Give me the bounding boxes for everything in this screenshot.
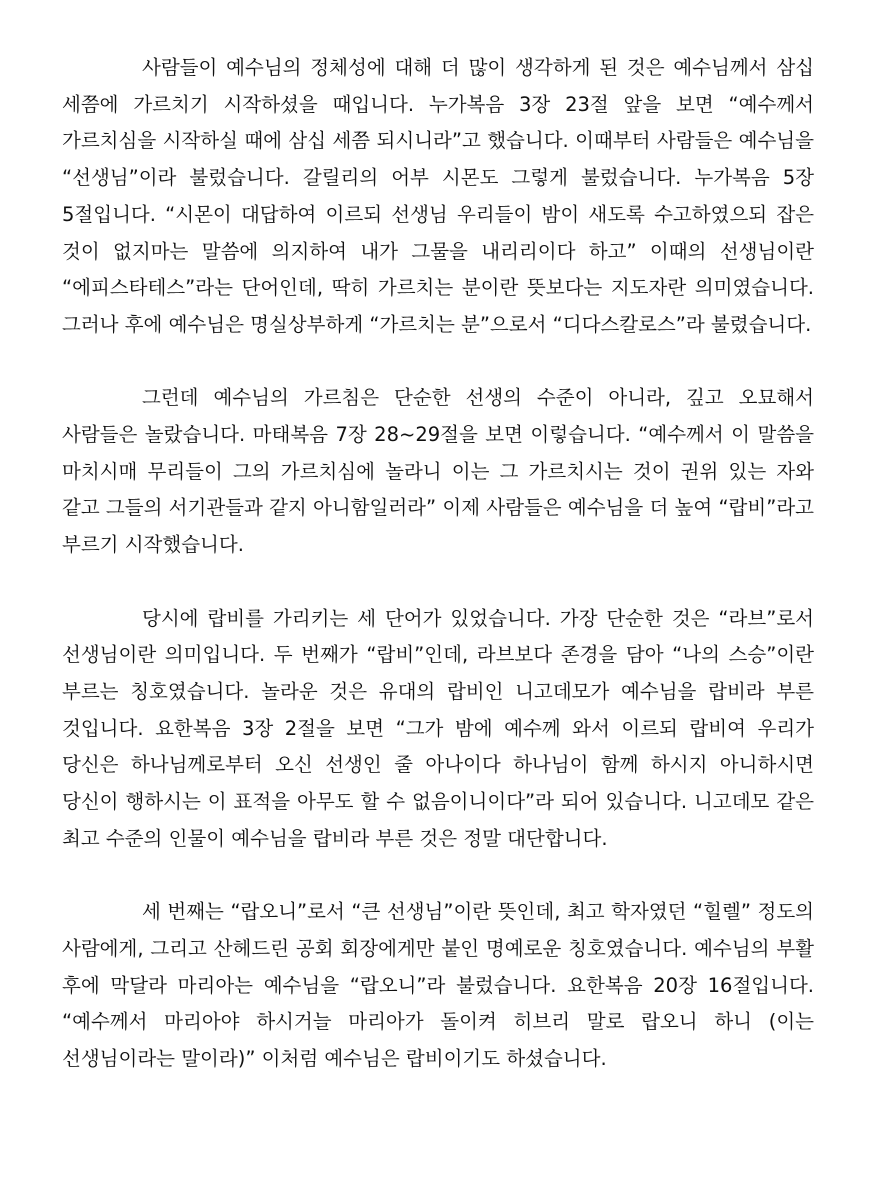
paragraph-3: 당시에 랍비를 가리키는 세 단어가 있었습니다. 가장 단순한 것은 “라브”로서 선생님이란 의미입니다. 두 번째가 “랍비”인데, 라브보다 존경을 담아 “나의 스승”이란 부르는 칭호였습니다. 놀라운 것은 유대의 랍비인 니고데모가 예수님을 랍비라 부른 것입니다. 요한복음 3장 2절을 보면 “그가 밤에 예수께 와서 이르되 랍비여 우리가 당신은 하나님께로부터 오신 선생인 줄 아나이다 하나님이 함께 하시지 아니하시면 당신이 행하시는 이 표적을 아무도 할 수 없음이니이다”라 되어 있습니다. 니고데모 같은 최고 수준의 인물이 예수님을 랍비라 부른 것은 정말 대단합니다.: [62, 606, 814, 850]
paragraph-1: 사람들이 예수님의 정체성에 대해 더 많이 생각하게 된 것은 예수님께서 삼십 세쯤에 가르치기 시작하셨을 때입니다. 누가복음 3장 23절 앞을 보면 “예수께서 가르치심을 시작하실 때에 삼십 세쯤 되시니라”고 했습니다. 이때부터 사람들은 예수님을 “선생님”이라 불렀습니다. 갈릴리의 어부 시몬도 그렇게 불렀습니다. 누가복음 5장 5절입니다. “시몬이 대답하여 이르되 선생님 우리들이 밤이 새도록 수고하였으되 잡은 것이 없지마는 말씀에 의지하여 내가 그물을 내리리이다 하고” 이때의 선생님이란 “에피스타테스”라는 단어인데, 딱히 가르치는 분이란 뜻보다는 지도자란 의미였습니다. 그러나 후에 예수님은 명실상부하게 “가르치는 분”으로서 “디다스칼로스”라 불렸습니다.: [62, 56, 814, 336]
document-body: [62, 50, 814, 1078]
paragraph-4: 세 번째는 “랍오니”로서 “큰 선생님”이란 뜻인데, 최고 학자였던 “힐렐” 정도의 사람에게, 그리고 산헤드린 공회 회장에게만 붙인 명예로운 칭호였습니다. 예수님의 부활 후에 막달라 마리아는 예수님을 “랍오니”라 불렀습니다. 요한복음 20장 16절입니다. “예수께서 마리아야 하시거늘 마리아가 돌이켜 히브리 말로 랍오니 하니 (이는 선생님이라는 말이라)” 이처럼 예수님은 랍비이기도 하셨습니다.: [62, 900, 814, 1070]
paragraph-2: 그런데 예수님의 가르침은 단순한 선생의 수준이 아니라, 깊고 오묘해서 사람들은 놀랐습니다. 마태복음 7장 28~29절을 보면 이렇습니다. “예수께서 이 말씀을 마치시매 무리들이 그의 가르치심에 놀라니 이는 그 가르치시는 것이 권위 있는 자와 같고 그들의 서기관들과 같지 아니함일러라” 이제 사람들은 예수님을 더 높여 “랍비”라고 부르기 시작했습니다.: [62, 386, 814, 557]
